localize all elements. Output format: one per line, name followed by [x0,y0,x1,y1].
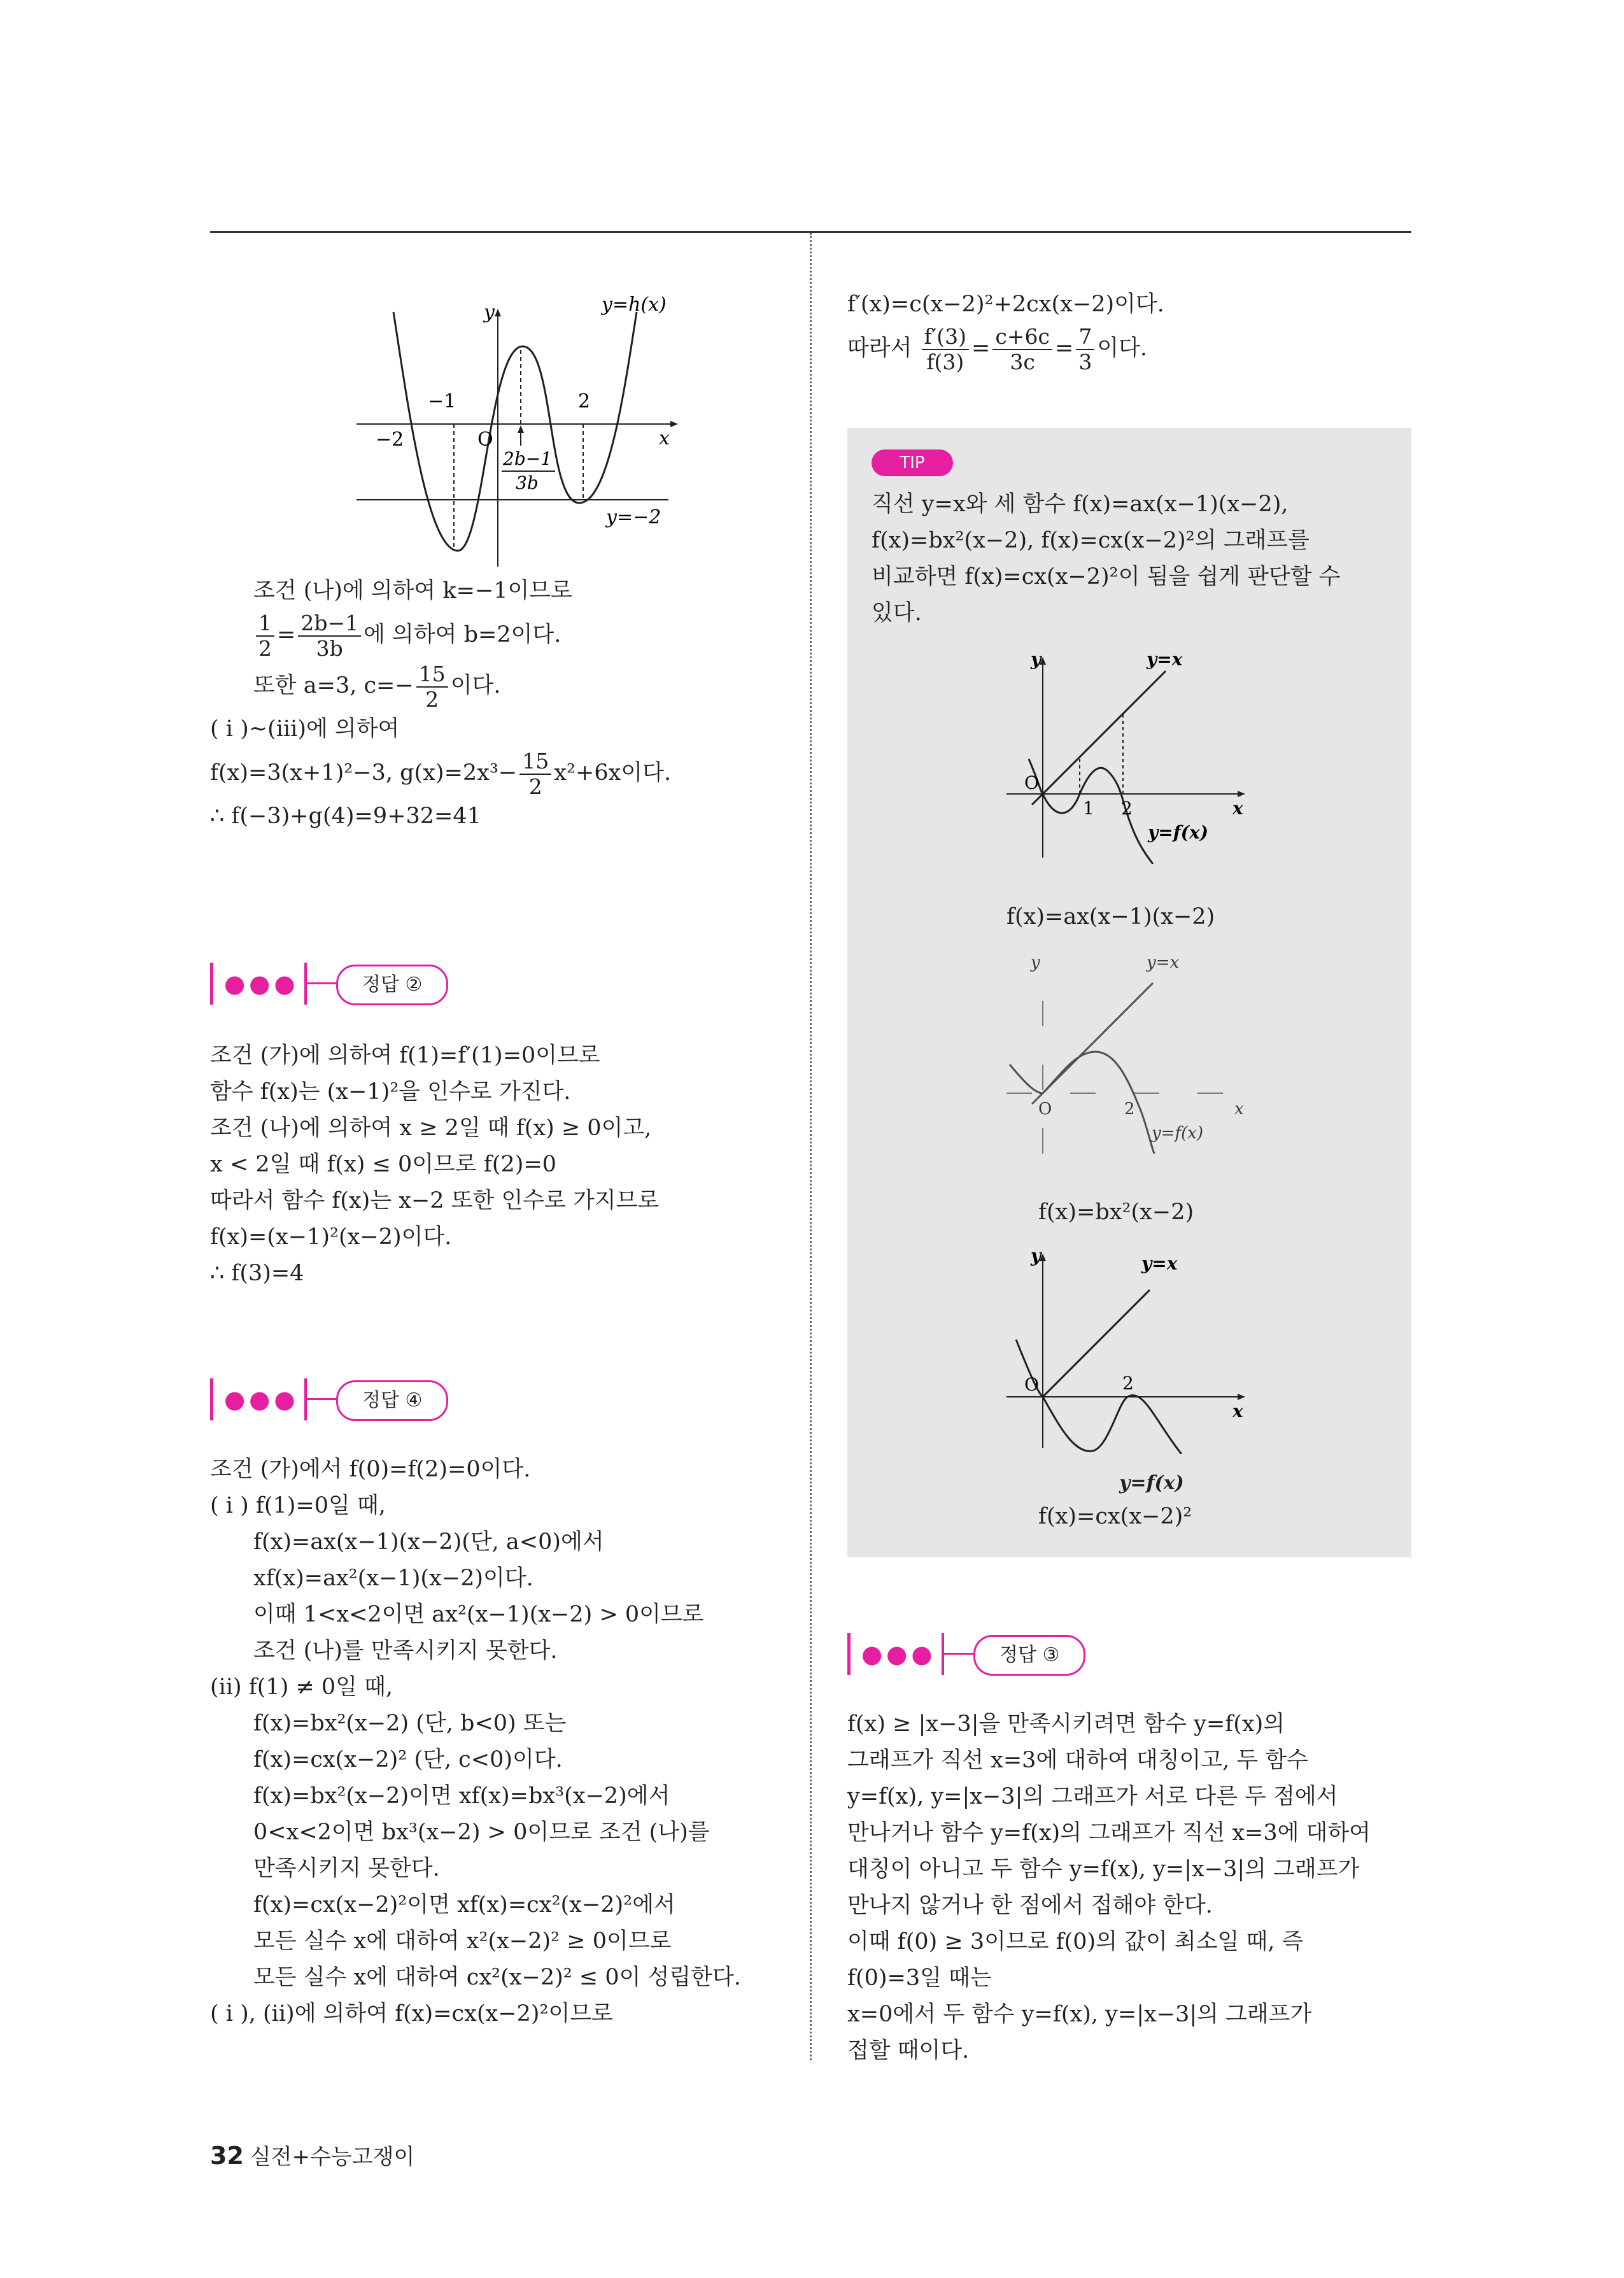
sol2-line: f(x)=(x−1)²(x−2)이다. [210,1224,452,1250]
sol2-line: 조건 (가)에 의하여 f(1)=f′(1)=0이므로 [210,1043,600,1068]
solution-4 [210,1452,796,2032]
sol2-line: 함수 f(x)는 (x−1)²을 인수로 가진다. [210,1079,571,1105]
sol3-line: 접할 때이다. [847,2038,970,2063]
sol4-line: f(x)=cx(x−2)² (단, c<0)이다. [253,1747,563,1772]
ratio-num3: 7 [1076,325,1094,350]
column-divider [810,233,812,2060]
sol2-line: x < 2일 때 f(x) ≤ 0이므로 f(2)=0 [210,1152,556,1177]
tip-label: TIP [872,449,953,476]
sol4-line: f(x)=bx²(x−2)이면 xf(x)=bx³(x−2)에서 [253,1783,670,1809]
tip-graph-1 [1006,647,1287,864]
tip-text [872,486,1394,632]
g2-x: x [1234,1100,1244,1119]
sol3-line: 그래프가 직선 x=3에 대하여 대칭이고, 두 함수 [847,1748,1308,1773]
g1-y: y [1031,649,1041,670]
eq-sign: = [971,336,991,361]
g3-tick2: 2 [1122,1373,1134,1394]
origin-label: O [477,428,493,451]
sol4-line: 조건 (나)를 만족시키지 못한다. [253,1638,558,1664]
sol4-line: xf(x)=ax²(x−1)(x−2)이다. [253,1566,533,1591]
g2-origin: O [1038,1100,1052,1119]
g1-tick2: 2 [1121,798,1133,819]
graph-x-label: x [659,427,670,449]
sol2-line: 따라서 함수 f(x)는 x−2 또한 인수로 가지므로 [210,1188,660,1213]
sol3-line: 이때 f(0) ≥ 3이므로 f(0)의 값이 최소일 때, 즉 [847,1929,1304,1955]
sol4-line: (ii) f(1) ≠ 0일 때, [210,1674,393,1700]
fg-den: 2 [528,774,542,799]
sol4-line: f(x)=bx²(x−2) (단, b<0) 또는 [253,1711,567,1736]
g3-line: y=x [1141,1253,1178,1274]
book-title: 실전+수능고쟁이 [250,2144,415,2170]
graph-h [357,293,694,573]
g3-origin: O [1024,1374,1039,1395]
answer-3-label: 정답 ③ [973,1635,1085,1676]
fg-tail: x²+6x이다. [554,760,672,786]
sol3-line: 대칭이 아니고 두 함수 y=f(x), y=|x−3|의 그래프가 [847,1857,1360,1882]
tip-graph-3 [1006,1244,1287,1454]
sol4-line: 이때 1<x<2이면 ax²(x−1)(x−2) > 0이므로 [253,1602,704,1627]
page-footer [210,2139,414,2170]
g1-origin: O [1024,772,1039,793]
tip-line: f(x)=bx²(x−2), f(x)=cx(x−2)²의 그래프를 [872,528,1310,553]
graph-curve-label: y=h(x) [602,294,667,316]
tip-graph-2 [1006,950,1287,1160]
sol3-line: y=f(x), y=|x−3|의 그래프가 서로 다른 두 점에서 [847,1784,1338,1809]
g3-y: y [1031,1245,1041,1266]
g1-curve: y=f(x) [1148,822,1208,843]
line-label: y=−2 [606,506,661,528]
also-num: 15 [416,662,448,688]
g3-curve-label: y=f(x) [1119,1472,1184,1494]
sol3-line: f(0)=3일 때는 [847,1965,992,1991]
eq-b-den2: 3b [316,635,343,661]
tip-line: 있다. [872,600,922,626]
also-tail: 이다. [450,673,501,698]
sol4-line: 모든 실수 x에 대하여 x²(x−2)² ≥ 0이므로 [253,1928,672,1954]
g2-y: y [1031,953,1040,972]
eq-b-num1: 1 [256,611,274,637]
tip-line: 직선 y=x와 세 함수 f(x)=ax(x−1)(x−2), [872,492,1289,517]
sol4-line: 조건 (가)에서 f(0)=f(2)=0이다. [210,1457,531,1482]
sol2-line: ∴ f(3)=4 [210,1261,304,1286]
also-head: 또한 a=3, c=− [253,673,414,698]
sol3-line: x=0에서 두 함수 y=f(x), y=|x−3|의 그래프가 [847,2002,1312,2027]
ratio-den1: f(3) [926,349,964,374]
cond-k: 조건 (나)에 의하여 k=−1이므로 [253,578,572,604]
graph-y-label: y [484,301,495,323]
ratio-num2: c+6c [992,325,1052,350]
sol4-line: ( i ), (ii)에 의하여 f(x)=cx(x−2)²이므로 [210,2001,613,2027]
sol4-line: 0<x<2이면 bx³(x−2) > 0이므로 조건 (나)를 [253,1820,710,1845]
sol2-line: 조건 (나)에 의하여 x ≥ 2일 때 f(x) ≥ 0이고, [210,1115,652,1141]
sol3-line: 만나거나 함수 y=f(x)의 그래프가 직선 x=3에 대하여 [847,1820,1371,1846]
ratio-tail: 이다. [1097,336,1148,361]
sol4-line: f(x)=ax(x−1)(x−2)(단, a<0)에서 [253,1529,604,1555]
tick-minus2: −2 [376,428,404,451]
therefore1: ∴ f(−3)+g(4)=9+32=41 [210,803,481,829]
g1-tick1: 1 [1083,798,1094,819]
right-top [847,287,1408,374]
g1-line: y=x [1147,649,1183,670]
sol4-line: ( i ) f(1)=0일 때, [210,1493,386,1518]
eq-b-tail: 에 의하여 b=2이다. [364,622,561,647]
tip-line: 비교하면 f(x)=cx(x−2)²이 됨을 쉽게 판단할 수 [872,564,1341,590]
answer-2-label: 정답 ② [336,965,448,1005]
tick-minus1: −1 [428,390,456,413]
tip-caption-2: f(x)=bx²(x−2) [1038,1199,1194,1225]
ratio-line [847,323,1408,374]
tip-caption-1: f(x)=ax(x−1)(x−2) [1006,904,1215,930]
frac-num: 2b−1 [503,448,553,469]
also-den: 2 [425,686,439,712]
also-line [210,660,783,711]
sol3-line: 만나지 않거나 한 점에서 접해야 한다. [847,1893,1213,1918]
eq-b-den1: 2 [258,635,272,661]
g2-curve: y=f(x) [1152,1124,1204,1143]
fg-num: 15 [519,749,551,775]
g2-line: y=x [1147,953,1180,972]
g1-x: x [1232,798,1243,819]
tip-caption-3: f(x)=cx(x−2)² [1038,1504,1192,1529]
eq-sign: = [1054,336,1074,361]
ratio-num1: f′(3) [922,325,969,350]
ratio-head: 따라서 [847,336,912,361]
ratio-den3: 3 [1078,349,1092,374]
left-column [210,573,783,835]
eq-b-num2: 2b−1 [298,611,361,637]
fg-head: f(x)=3(x+1)²−3, g(x)=2x³− [210,760,518,786]
derivative-line: f′(x)=c(x−2)²+2cx(x−2)이다. [847,292,1164,317]
g3-x: x [1232,1401,1243,1422]
by-i-iii: ( i )~(iii)에 의하여 [210,716,400,742]
ratio-den2: 3c [1010,349,1035,374]
eq-sign: = [277,622,296,647]
sol4-line: f(x)=cx(x−2)²이면 xf(x)=cx²(x−2)²에서 [253,1892,675,1918]
fg-line [210,747,783,798]
page-number: 32 [210,2142,244,2170]
solution-3 [847,1706,1414,2069]
sol3-line: f(x) ≥ |x−3|을 만족시키려면 함수 y=f(x)의 [847,1711,1285,1737]
g2-tick2: 2 [1124,1100,1135,1119]
frac-den: 3b [516,472,539,493]
solution-2 [210,1038,783,1292]
tip-box [847,428,1411,1557]
eq-b [210,609,783,660]
answer-4-label: 정답 ④ [336,1380,448,1421]
sol4-line: 만족시키지 못한다. [253,1856,440,1881]
sol4-line: 모든 실수 x에 대하여 cx²(x−2)² ≤ 0이 성립한다. [253,1965,741,1990]
tick-2: 2 [578,390,591,413]
